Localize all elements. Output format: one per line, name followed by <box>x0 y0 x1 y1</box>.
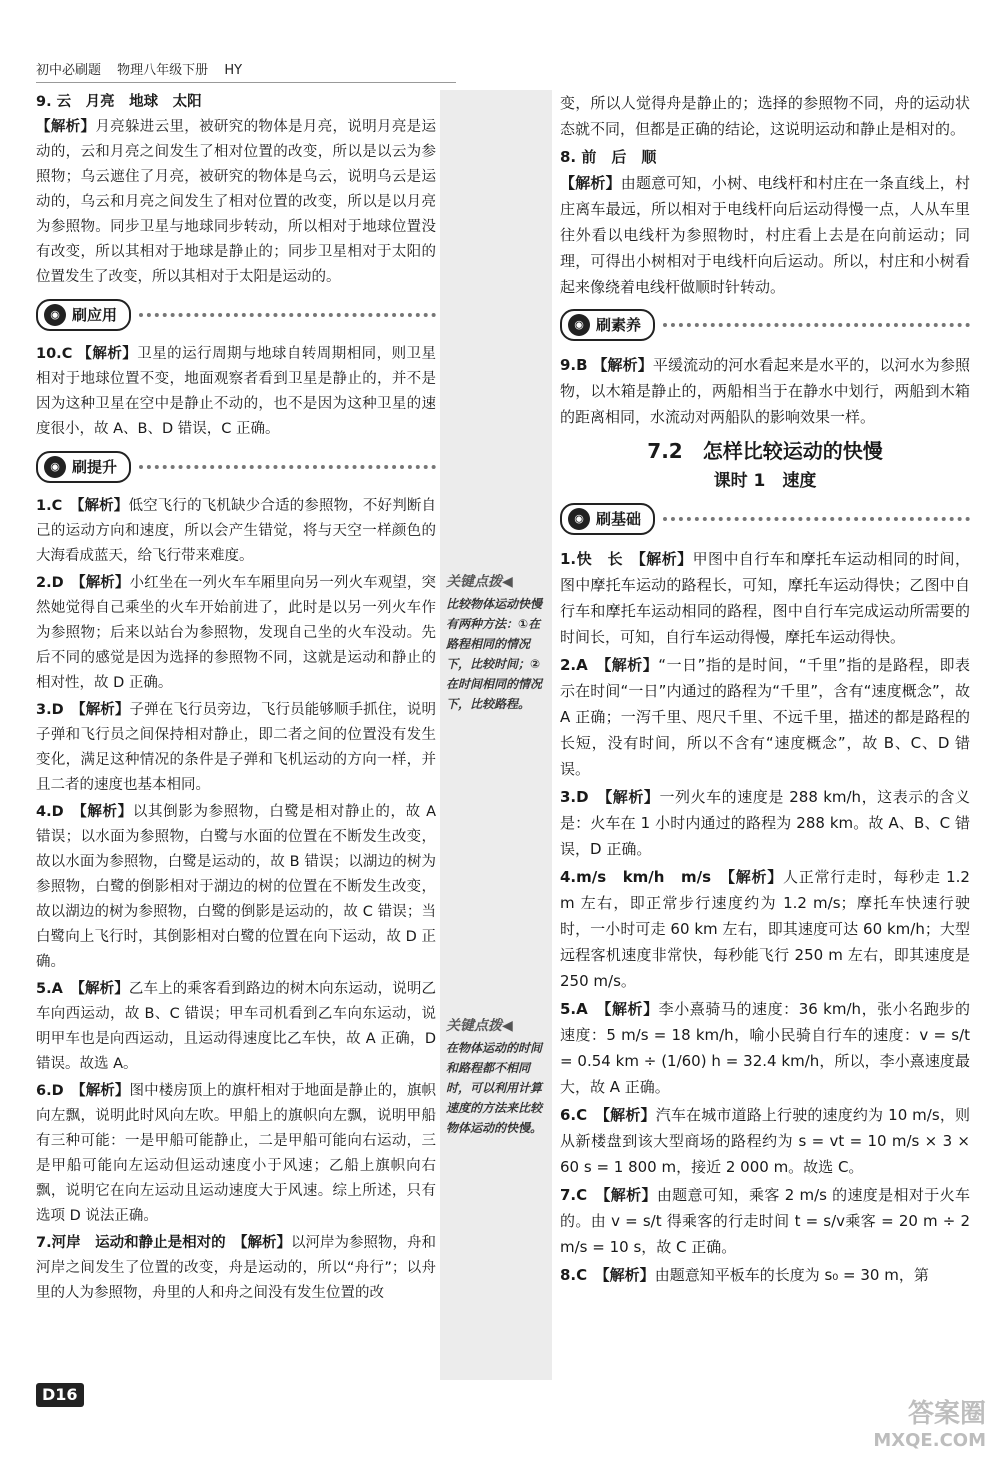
question-number: 3. <box>560 788 577 806</box>
analysis-tag: 【解析】 <box>638 550 693 568</box>
tip-heading: 关键点拨◀ <box>446 574 513 590</box>
analysis-text: 月亮躲进云里，被研究的物体是月亮，说明月亮是运动的，云和月亮之间发生了相对位置的改变，所以是以云为参照物；乌云遮住了月亮，被研究的物体是乌云，说明乌云是运动的，乌云和月亮之间发生了相对位置的改变，所以是以月亮为参照物。同步卫星与地球同步转动，所以相对于地球位置没有改变，所以其相对于地球是静止的；同步卫星相对于太阳的位置发生了改变，所以其相对于太阳是运动的。 <box>36 119 437 285</box>
watermark-main: 答案圈 <box>907 1399 986 1429</box>
analysis-text: 小红坐在一列火车车厢里向另一列火车观望，突然她觉得自己乘坐的火车开始前进了，此时是以另一列火车作为参照物；后来以站台为参照物，发现自己坐的火车没动。先后不同的感觉是因为选择的参照物不同，这就是运动和静止的相对性，故 D 正确。 <box>36 575 437 691</box>
analysis-tag: 【解析】 <box>77 981 129 997</box>
question-7-continued: 变，所以人觉得舟是静止的；选择的参照物不同，舟的运动状态就不同，但都是正确的结论，这说明运动和静止是相对的。 <box>560 94 970 138</box>
answer: 前 后 顺 <box>581 148 657 166</box>
analysis-tag: 【解析】 <box>592 356 653 374</box>
key-tip-2 <box>446 1016 550 1138</box>
analysis-text: 子弹在飞行员旁边，飞行员能够顺手抓住，说明子弹和飞行员之间保持相对静止，即二者之间的位置没有发生变化，满足这种情况的条件是子弹和飞机运动的方向一样，并且二者的速度也基本相同。 <box>36 702 437 793</box>
badge-label: 刷基础 <box>596 510 642 528</box>
question-item <box>36 571 436 696</box>
answer: C <box>61 346 73 362</box>
question-number: 8. <box>560 1266 577 1284</box>
book-icon: ◉ <box>568 314 590 336</box>
answer: D <box>51 804 64 820</box>
answer: C <box>576 1106 588 1124</box>
question-number: 9. <box>560 356 577 374</box>
analysis-text: 汽车在城市道路上行驶的速度约为 10 m/s，则从新楼盘到该大型商场的路程约为 s = vt = 10 m/s × 3 × 60 s = 1 800 m，接近 2 000 m。故选 C。 <box>560 1106 970 1176</box>
answer: D <box>576 788 589 806</box>
answer: C <box>51 498 63 514</box>
analysis-tag: 【解析】 <box>560 174 621 192</box>
section-badge-basic <box>560 502 970 536</box>
question-item <box>560 996 970 1100</box>
answer: m/s km/h m/s <box>576 868 711 886</box>
question-number: 2. <box>560 656 577 674</box>
watermark-sub: MXQE.COM <box>873 1430 986 1451</box>
question-number: 1. <box>36 498 52 514</box>
answer: 河岸 运动和静止是相对的 <box>51 1235 226 1251</box>
page-number: D16 <box>36 1383 84 1407</box>
analysis-tag: 【解析】 <box>603 1000 659 1018</box>
tip-heading: 关键点拨◀ <box>446 1018 513 1034</box>
side-margin <box>440 90 552 1380</box>
right-column <box>560 90 970 1290</box>
badge-label: 刷应用 <box>72 306 118 324</box>
question-item <box>560 546 970 650</box>
analysis-text: 低空飞行的飞机缺少合适的参照物，不好判断自己的运动方向和速度，所以会产生错觉，将与天空一样颜色的大海看成蓝天，给飞行带来难度。 <box>36 498 437 564</box>
question-item <box>36 698 436 798</box>
book-icon: ◉ <box>44 304 66 326</box>
analysis-tag: 【解析】 <box>79 804 133 820</box>
question-9b <box>560 352 970 430</box>
answer: A <box>576 656 588 674</box>
analysis-tag: 【解析】 <box>602 1186 657 1204</box>
section-badge-apply <box>36 298 436 332</box>
book-icon: ◉ <box>568 508 590 530</box>
question-9 <box>36 90 436 290</box>
tip-text: 比较物体运动快慢有两种方法：①在路程相同的情况下，比较时间；②在时间相同的情况下，比较路程。 <box>446 597 543 711</box>
header-subject: 物理八年级下册 <box>117 63 209 78</box>
header-book: 初中必刷题 <box>36 63 102 78</box>
book-icon: ◉ <box>44 456 66 478</box>
analysis-text: 卫星的运行周期与地球自转周期相同，则卫星相对于地球位置不变，地面观察者看到卫星是静止的，并不是因为这种卫星在空中是静止不动的，也不是因为这种卫星的速度很小，故 A、B、D 错误，C 正确。 <box>36 346 437 437</box>
question-number: 9. <box>36 94 52 110</box>
analysis-tag: 【解析】 <box>240 1235 291 1251</box>
running-header <box>36 62 456 83</box>
analysis-text: 李小熹骑马的速度：36 km/h，张小名跑步的速度：5 m/s = 18 km/h，喻小民骑自行车的速度：v = s/t = 0.54 km ÷ (1/60) h = 32.4 km/h，所以，李小熹速度最大，故 A 正确。 <box>560 1000 970 1096</box>
lesson-title: 课时 1 速度 <box>713 471 817 491</box>
answer: 云 月亮 地球 太阳 <box>56 94 202 110</box>
question-number: 1. <box>560 550 577 568</box>
analysis-tag: 【解析】 <box>602 1266 655 1284</box>
key-tip-1 <box>446 572 550 714</box>
analysis-tag: 【解析】 <box>78 702 130 718</box>
analysis-text: 平缓流动的河水看起来是水平的，以河水为参照物，以木箱是静止的，两船相当于在静水中划行，两船到木箱的距离相同，水流动对两船队的影响效果一样。 <box>560 356 970 426</box>
question-item <box>560 1102 970 1180</box>
question-item <box>36 1231 436 1306</box>
question-number: 10. <box>36 346 62 362</box>
question-item <box>560 784 970 862</box>
question-item <box>560 864 970 994</box>
watermark-logo <box>746 1398 986 1452</box>
question-item <box>36 977 436 1077</box>
answer: 快 长 <box>576 550 623 568</box>
analysis-text: 人正常行走时，每秒走 1.2 m 左右，即正常步行速度约为 1.2 m/s；摩托车快速行驶时，一小时可走 60 km 左右，即其速度可达 60 km/h；大型远程客机速度非常快，每秒能飞行 250 m 左右，即其速度是 250 m/s。 <box>560 868 970 990</box>
tip-text: 在物体运动的时间和路程都不相同时，可以利用计算速度的方法来比较物体运动的快慢。 <box>446 1041 543 1135</box>
question-number: 5. <box>36 981 52 997</box>
analysis-tag: 【解析】 <box>78 1083 130 1099</box>
analysis-text: 甲图中自行车和摩托车运动相同的时间，图中摩托车运动的路程长，可知，摩托车运动得快；乙图中自行车和摩托车运动相同的路程，图中自行车完成运动所需要的时间长，可知，自行车运动得慢，摩托车运动得快。 <box>560 550 970 646</box>
analysis-text: 图中楼房顶上的旗杆相对于地面是静止的，旗帜向左飘，说明此时风向左吹。甲船上的旗帜向左飘，说明甲船有三种可能：一是甲船可能静止，二是甲船可能向右运动，三是甲船可能向左运动但运动速度小于风速；乙船上旗帜向右飘，说明它在向左运动且运动速度大于风速。综上所述，只有选项 D 说法正确。 <box>36 1083 437 1224</box>
answer: A <box>51 981 63 997</box>
analysis-tag: 【解析】 <box>727 868 784 886</box>
answer: D <box>51 575 64 591</box>
section-badge-literacy <box>560 308 970 342</box>
question-8 <box>560 144 970 300</box>
analysis-text: 由题意可知，乘客 2 m/s 的速度是相对于火车的。由 v = s/t 得乘客的行走时间 t = s/v乘客 = 20 m ÷ 2 m/s = 10 s，故 C 正确。 <box>560 1186 970 1256</box>
answer: A <box>576 1000 588 1018</box>
question-item <box>560 1262 970 1288</box>
answer: C <box>576 1186 588 1204</box>
question-number: 4. <box>36 804 52 820</box>
answer: D <box>51 1083 64 1099</box>
question-number: 3. <box>36 702 52 718</box>
analysis-tag: 【解析】 <box>77 346 138 362</box>
analysis-text: 由题意知平板车的长度为 s₀ = 30 m，第 <box>654 1266 929 1284</box>
left-column <box>36 90 436 1308</box>
analysis-text: 乙车上的乘客看到路边的树木向东运动，说明乙车向西运动，故 B、C 错误；甲车司机看到乙车向东运动，说明甲车也是向西运动，且运动得速度比乙车快，故 A 正确，D 错误。故选 A。 <box>36 981 437 1072</box>
question-item <box>36 1079 436 1229</box>
question-number: 4. <box>560 868 577 886</box>
section-title: 7.2 怎样比较运动的快慢 <box>647 439 883 463</box>
question-item <box>36 494 436 569</box>
analysis-text: 以河岸为参照物，舟和河岸之间发生了位置的改变，舟是运动的，所以“舟行”；以舟里的人为参照物，舟里的人和舟之间没有发生位置的改 <box>36 1235 437 1301</box>
question-10 <box>36 342 436 442</box>
analysis-tag: 【解析】 <box>603 656 659 674</box>
analysis-text: 以其倒影为参照物，白鹭是相对静止的，故 A 错误；以水面为参照物，白鹭与水面的位置在不断发生改变，故以水面为参照物，白鹭是运动的，故 B 错误；以湖边的树为参照物，白鹭的倒影相对于湖边的树的位置在不断发生改变，故以湖边的树为参照物，白鹭的倒影是运动的，故 C 错误；当白鹭向上飞行时，其倒影相对白鹭的位置在向下运动，故 D 正确。 <box>36 804 436 970</box>
question-item <box>560 652 970 782</box>
question-number: 7. <box>560 1186 577 1204</box>
badge-label: 刷提升 <box>72 458 118 476</box>
badge-label: 刷素养 <box>596 316 642 334</box>
analysis-tag: 【解析】 <box>77 498 129 514</box>
analysis-tag: 【解析】 <box>604 788 660 806</box>
question-number: 6. <box>560 1106 577 1124</box>
answer: C <box>576 1266 588 1284</box>
analysis-tag: 【解析】 <box>78 575 130 591</box>
section-badge-improve <box>36 450 436 484</box>
question-number: 8. <box>560 148 577 166</box>
question-number: 2. <box>36 575 52 591</box>
analysis-text: 由题意可知，小树、电线杆和村庄在一条直线上，村庄离车最远，所以相对于电线杆向后运动得慢一点，人从车里往外看以电线杆为参照物时，村庄看上去是在向前运动；同理，可得出小树相对于电线杆向后运动。所以，村庄和小树看起来像绕着电线杆做顺时针转动。 <box>560 174 970 296</box>
analysis-text: “一日”指的是时间，“千里”指的是路程，即表示在时间“一日”内通过的路程为“千里”，含有“速度概念”，故 A 正确；一泻千里、咫尺千里、不远千里，描述的都是路程的长短，没有时间，所以不含有“速度概念”，故 B、C、D 错误。 <box>560 656 970 778</box>
question-number: 5. <box>560 1000 577 1018</box>
analysis-tag: 【解析】 <box>602 1106 656 1124</box>
question-item <box>36 800 436 975</box>
answer: D <box>51 702 64 718</box>
question-item <box>560 1182 970 1260</box>
analysis-tag: 【解析】 <box>36 119 96 135</box>
answer: B <box>576 356 588 374</box>
question-number: 6. <box>36 1083 52 1099</box>
question-number: 7. <box>36 1235 52 1251</box>
header-edition: HY <box>224 63 243 78</box>
analysis-text: 一列火车的速度是 288 km/h，这表示的含义是：火车在 1 小时内通过的路程为 288 km。故 A、B、C 错误，D 正确。 <box>560 788 970 858</box>
